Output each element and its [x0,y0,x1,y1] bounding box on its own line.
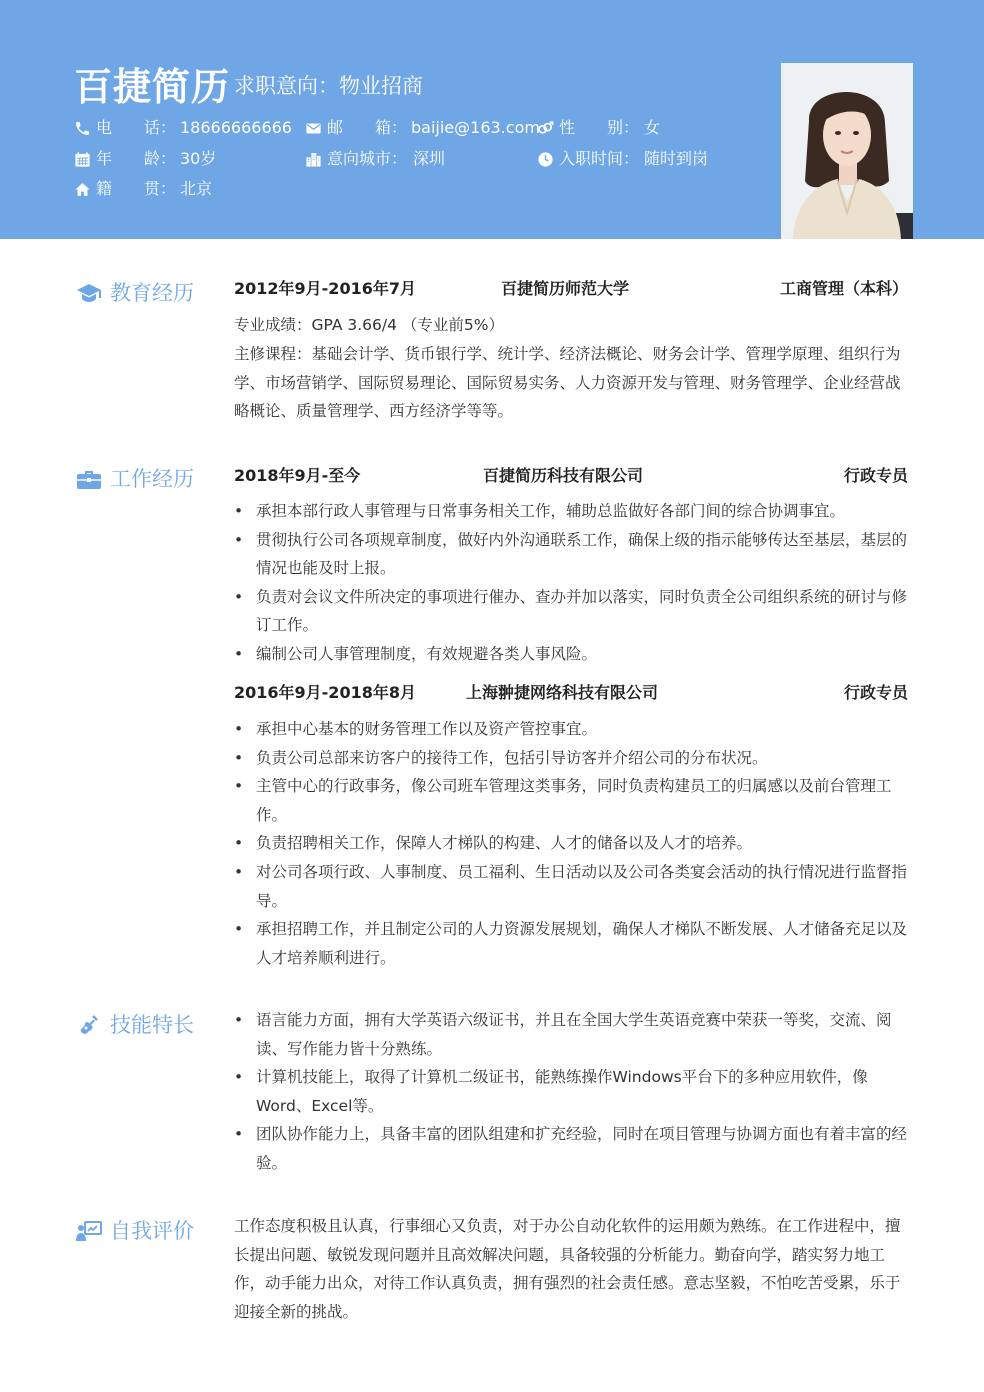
job-1-header-row [234,464,908,488]
envelope-icon [305,120,322,137]
calendar-icon [74,151,91,168]
profile-photo [781,63,913,239]
job-2-duties [234,715,908,972]
age-value: 30岁 [180,149,217,168]
header-banner [0,0,984,239]
guitar-icon [76,1014,102,1036]
start-value: 随时到岗 [644,149,709,168]
clock-icon [537,151,554,168]
list-item: • 承担招聘工作，并且制定公司的人力资源发展规划，确保人才梯队不断发展、人才储备充足以及人才培养顺利进行。 [234,915,908,972]
email-value: baijie@163.com [411,118,540,137]
education-header-row [234,277,908,301]
job-2-position: 行政专员 [843,683,908,702]
list-item: • 对公司各项行政、人事制度、员工福利、生日活动以及公司各类宴会活动的执行情况进行监督指导。 [234,858,908,915]
info-age [74,148,299,170]
graduation-cap-icon [76,282,102,304]
work-title: 工作经历 [110,467,194,491]
education-courses: 主修课程：基础会计学、货币银行学、统计学、经济法概论、财务会计学、管理学原理、组织行为学、市场营销学、国际贸易理论、国际贸易实务、人力资源开发与管理、财务管理学、企业经营战略概论、质量管理学、西方经济学等等。 [234,345,901,421]
skills-title: 技能特长 [110,1013,194,1037]
age-label: 年 龄： [96,149,177,168]
list-item: • 编制公司人事管理制度，有效规避各类人事风险。 [234,640,908,669]
self-evaluation-text: 工作态度积极且认真，行事细心又负责，对于办公自动化软件的运用颇为熟练。在工作进程中，擅长提出问题、敏锐发现问题并且高效解决问题，具备较强的分析能力。勤奋向学，踏实努力地工作，动手能力出众，对待工作认真负责，拥有强烈的社会责任感。意志坚毅，不怕吃苦受累，乐于迎接全新的挑战。 [234,1217,901,1321]
city-value: 深圳 [413,149,446,168]
education-major: 工商管理（本科） [779,279,908,298]
gender-label: 性 别： [559,118,640,137]
hometown-value: 北京 [180,179,213,198]
info-gender [537,117,717,139]
list-item: • 贯彻执行公司各项规章制度，做好内外沟通联系工作，确保上级的指示能够传达至基层，基层的情况也能及时上报。 [234,526,908,583]
phone-label: 电 话： [96,118,177,137]
education-title: 教育经历 [110,281,194,305]
self-title: 自我评价 [110,1219,194,1243]
education-school: 百捷简历师范大学 [501,279,630,298]
email-label: 邮 箱： [327,118,408,137]
list-item: • 承担中心基本的财务管理工作以及资产管控事宜。 [234,715,908,744]
list-item: • 语言能力方面，拥有大学英语六级证书，并且在全国大学生英语竞赛中荣获一等奖，交流、阅读、写作能力皆十分熟练。 [234,1006,908,1063]
info-city [305,148,535,170]
job-1-duties [234,497,908,669]
job-2-company: 上海翀捷网络科技有限公司 [466,683,659,702]
list-item: • 负责公司总部来访客户的接待工作，包括引导访客并介绍公司的分布状况。 [234,744,908,773]
start-label: 入职时间： [559,149,640,168]
presentation-icon [76,1220,102,1242]
job-intent: 求职意向：物业招商 [234,74,423,98]
job-2-header-row [234,681,908,705]
info-email [305,117,540,139]
list-item: • 负责招聘相关工作，保障人才梯队的构建、人才的储备以及人才的培养。 [234,829,908,858]
job-1-period: 2018年9月-至今 [234,466,361,485]
education-gpa: 专业成绩：GPA 3.66/4 （专业前5%） [234,316,505,334]
list-item: • 计算机技能上，取得了计算机二级证书，能熟练操作Windows平台下的多种应用软件，像Word、Excel等。 [234,1063,908,1120]
city-label: 意向城市： [327,149,408,168]
job-2-period: 2016年9月-2018年8月 [234,683,416,702]
list-item: • 承担本部行政人事管理与日常事务相关工作，辅助总监做好各部门间的综合协调事宜。 [234,497,908,526]
home-icon [74,181,91,198]
education-period: 2012年9月-2016年7月 [234,279,416,298]
list-item: • 主管中心的行政事务，像公司班车管理这类事务，同时负责构建员工的归属感以及前台管理工作。 [234,772,908,829]
gender-value: 女 [644,118,661,137]
hometown-label: 籍 贯： [96,179,177,198]
resume-name: 百捷简历 [74,65,231,109]
portrait-image [781,63,913,239]
phone-value: 18666666666 [180,118,292,137]
job-1-company: 百捷简历科技有限公司 [483,466,644,485]
info-start-date [537,148,727,170]
phone-icon [74,120,91,137]
info-phone [74,117,299,139]
buildings-icon [305,151,322,168]
list-item: • 负责对会议文件所决定的事项进行催办、查办并加以落实，同时负责全公司组织系统的研讨与修订工作。 [234,583,908,640]
list-item: • 团队协作能力上，具备丰富的团队组建和扩充经验，同时在项目管理与协调方面也有着丰富的经验。 [234,1120,908,1177]
job-1-position: 行政专员 [843,466,908,485]
info-hometown [74,178,254,200]
skills-list [234,1006,908,1178]
briefcase-icon [76,468,102,490]
gender-icon [537,120,554,137]
